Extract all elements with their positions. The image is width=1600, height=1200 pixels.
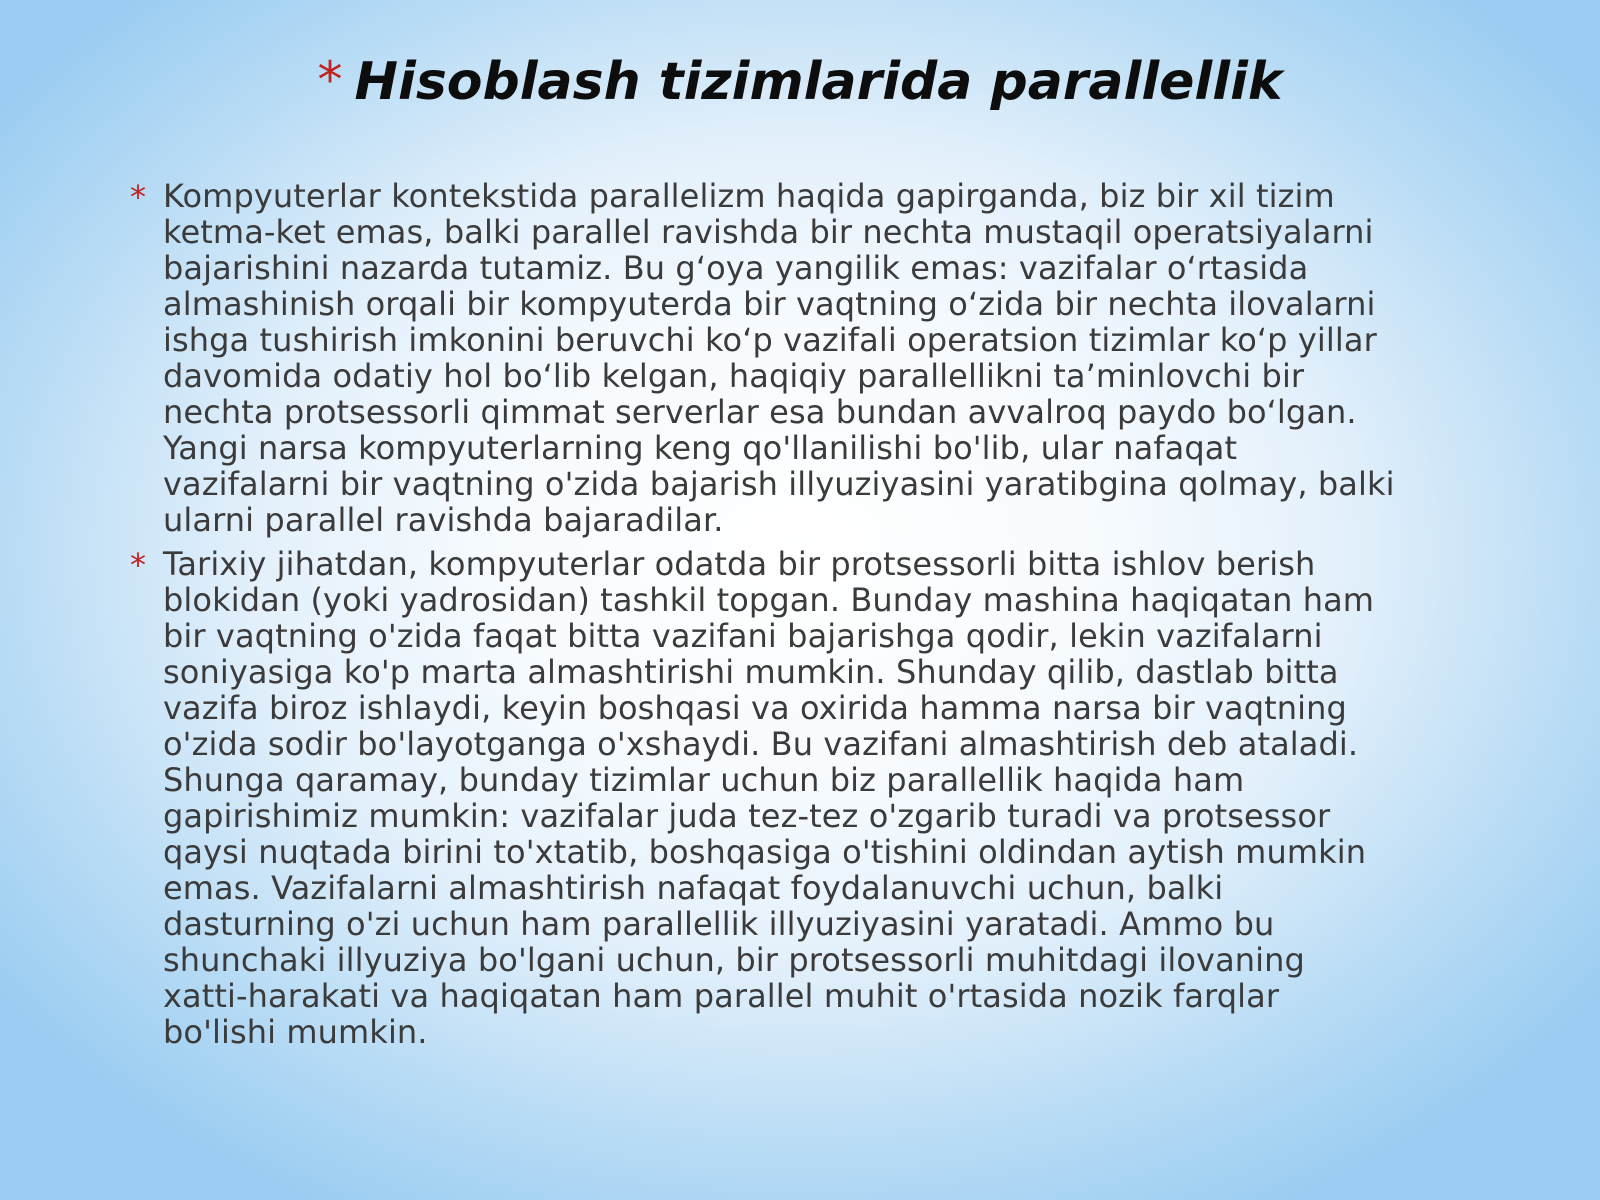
- bullet-icon: *: [130, 546, 147, 584]
- slide-title: [0, 52, 1600, 112]
- slide-title-text: Hisoblash tizimlarida parallellik: [354, 52, 1283, 112]
- paragraph-line: ishga tushirish imkonini beruvchi ko‘p vazifali operatsion tizimlar ko‘p yillar: [163, 321, 1377, 359]
- paragraph-line: Yangi narsa kompyuterlarning keng qo'llanilishi bo'lib, ular nafaqat: [163, 429, 1238, 467]
- paragraph-line: bir vaqtning o'zida faqat bitta vazifani bajarishga qodir, lekin vazifalarni: [163, 617, 1323, 655]
- bullet-icon: *: [130, 178, 147, 216]
- paragraph-line: shunchaki illyuziya bo'lgani uchun, bir protsessorli muhitdagi ilovaning: [163, 941, 1305, 979]
- paragraph-line: o'zida sodir bo'layotganga o'xshaydi. Bu vazifani almashtirish deb ataladi.: [163, 725, 1359, 763]
- paragraph-line: nechta protsessorli qimmat serverlar esa bundan avvalroq paydo bo‘lgan.: [163, 393, 1357, 431]
- paragraph-line: emas. Vazifalarni almashtirish nafaqat foydalanuvchi uchun, balki: [163, 869, 1224, 907]
- paragraph-line: vazifa biroz ishlaydi, keyin boshqasi va oxirida hamma narsa bir vaqtning: [163, 689, 1347, 727]
- paragraph-line: ketma-ket emas, balki parallel ravishda bir nechta mustaqil operatsiyalarni: [163, 213, 1374, 251]
- paragraph-line: gapirishimiz mumkin: vazifalar juda tez-tez o'zgarib turadi va protsessor: [163, 797, 1331, 835]
- paragraph-line: qaysi nuqtada birini to'xtatib, boshqasiga o'tishini oldindan aytish mumkin: [163, 833, 1367, 871]
- title-bullet-icon: *: [317, 51, 343, 109]
- paragraph-line: bajarishini nazarda tutamiz. Bu g‘oya yangilik emas: vazifalar o‘rtasida: [163, 249, 1309, 287]
- paragraph-line: vazifalarni bir vaqtning o'zida bajarish illyuziyasini yaratibgina qolmay, balki: [163, 465, 1395, 503]
- paragraph-line: almashinish orqali bir kompyuterda bir vaqtning o‘zida bir nechta ilovalarni: [163, 285, 1376, 323]
- paragraph-line: davomida odatiy hol bo‘lib kelgan, haqiqiy parallellikni ta’minlovchi bir: [163, 357, 1305, 395]
- bullet-paragraph-1: [130, 178, 1510, 538]
- bullet-paragraph-2: [130, 546, 1510, 1050]
- paragraph-line: Tarixiy jihatdan, kompyuterlar odatda bir protsessorli bitta ishlov berish: [163, 545, 1316, 583]
- paragraph-line: ularni parallel ravishda bajaradilar.: [163, 501, 724, 539]
- paragraph-line: xatti-harakati va haqiqatan ham parallel muhit o'rtasida nozik farqlar: [163, 977, 1280, 1015]
- slide-body: [130, 178, 1510, 1050]
- paragraph-line: dasturning o'zi uchun ham parallellik illyuziyasini yaratadi. Ammo bu: [163, 905, 1275, 943]
- paragraph-line: soniyasiga ko'p marta almashtirishi mumkin. Shunday qilib, dastlab bitta: [163, 653, 1339, 691]
- paragraph-line: bo'lishi mumkin.: [163, 1013, 428, 1051]
- paragraph-line: Kompyuterlar kontekstida parallelizm haqida gapirganda, biz bir xil tizim: [163, 177, 1335, 215]
- paragraph-line: blokidan (yoki yadrosidan) tashkil topgan. Bunday mashina haqiqatan ham: [163, 581, 1375, 619]
- paragraph-line: Shunga qaramay, bunday tizimlar uchun biz parallellik haqida ham: [163, 761, 1245, 799]
